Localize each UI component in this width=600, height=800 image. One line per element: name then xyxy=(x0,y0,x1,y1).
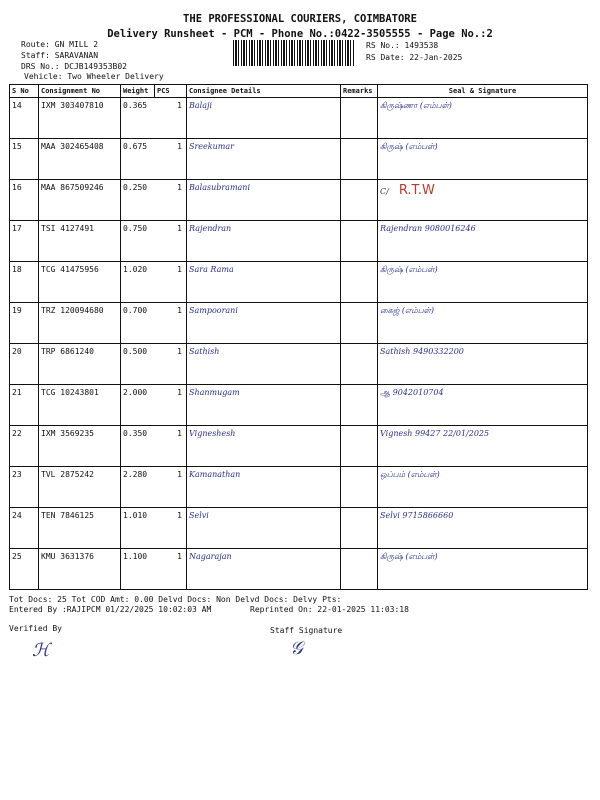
consignee-details: Shanmugam xyxy=(187,385,341,426)
consignment-number: TSI 4127491 xyxy=(39,221,121,262)
weight-cell xyxy=(121,344,187,385)
pieces: 1 xyxy=(177,552,182,561)
column-header: Consignee Details xyxy=(187,85,341,98)
consignee-details: Kamanathan xyxy=(187,467,341,508)
seal-signature xyxy=(378,426,588,467)
reprinted-on: Reprinted On: 22-01-2025 11:03:18 xyxy=(250,605,409,614)
column-header: Consignment No xyxy=(39,85,121,98)
consignee-details: Sathish xyxy=(187,344,341,385)
pieces: 1 xyxy=(177,183,182,192)
seal-signature xyxy=(378,385,588,426)
barcode xyxy=(233,40,355,66)
staff: Staff: SARAVANAN xyxy=(21,51,99,60)
remark-stamp: R.T.W xyxy=(398,183,435,198)
table-row xyxy=(10,385,588,426)
remarks xyxy=(341,139,378,180)
pieces: 1 xyxy=(177,306,182,315)
entered-by: Entered By :RAJIPCM 01/22/2025 10:02:03 AM xyxy=(9,605,212,614)
weight-cell xyxy=(121,139,187,180)
serial-number: 14 xyxy=(10,98,39,139)
consignee-details: Rajendran xyxy=(187,221,341,262)
table-row xyxy=(10,139,588,180)
weight: 2.280 xyxy=(123,470,148,479)
consignee-details: Sara Rama xyxy=(187,262,341,303)
weight-cell xyxy=(121,385,187,426)
pieces: 1 xyxy=(177,347,182,356)
column-header: S No xyxy=(10,85,39,98)
weight-cell xyxy=(121,467,187,508)
signature-text: ஆ 9042010704 xyxy=(380,388,444,397)
table-row xyxy=(10,262,588,303)
weight: 0.700 xyxy=(123,306,148,315)
weight-cell xyxy=(121,98,187,139)
table-row xyxy=(10,98,588,139)
consignment-number: KMU 3631376 xyxy=(39,549,121,590)
weight: 0.350 xyxy=(123,429,148,438)
column-header: Weight xyxy=(121,85,155,98)
column-header: Remarks xyxy=(341,85,378,98)
consignee-details: Balaji xyxy=(187,98,341,139)
pieces: 1 xyxy=(177,429,182,438)
serial-number: 25 xyxy=(10,549,39,590)
remarks xyxy=(341,344,378,385)
weight-cell xyxy=(121,221,187,262)
consignment-number: MAA 302465408 xyxy=(39,139,121,180)
route: Route: GN MILL 2 xyxy=(21,40,99,49)
weight-cell xyxy=(121,180,187,221)
weight-cell xyxy=(121,426,187,467)
table-row xyxy=(10,344,588,385)
consignment-number: TCG 41475956 xyxy=(39,262,121,303)
weight: 1.100 xyxy=(123,552,148,561)
remarks xyxy=(341,98,378,139)
consignment-number: IXM 3569235 xyxy=(39,426,121,467)
table-row xyxy=(10,221,588,262)
signature-text: ஒப்பம் (எம்பள்) xyxy=(380,470,440,479)
table-row xyxy=(10,303,588,344)
column-header: Seal & Signature xyxy=(378,85,588,98)
signature-text: கிருஷ் (எம்பள்) xyxy=(380,142,438,151)
weight: 0.675 xyxy=(123,142,148,151)
pieces: 1 xyxy=(177,224,182,233)
consignment-number: TCG 10243801 xyxy=(39,385,121,426)
verifier-signature: ℋ xyxy=(32,640,50,661)
consignee-details: Sreekumar xyxy=(187,139,341,180)
pieces: 1 xyxy=(177,388,182,397)
weight: 0.250 xyxy=(123,183,148,192)
signature-text: கிருஷ் (எம்பள்) xyxy=(380,265,438,274)
remarks xyxy=(341,262,378,303)
seal-signature xyxy=(378,303,588,344)
consignee-details: Selvi xyxy=(187,508,341,549)
remarks xyxy=(341,180,378,221)
table-row xyxy=(10,508,588,549)
serial-number: 23 xyxy=(10,467,39,508)
consignee-details: Balasubramani xyxy=(187,180,341,221)
serial-number: 19 xyxy=(10,303,39,344)
serial-number: 16 xyxy=(10,180,39,221)
table-row xyxy=(10,426,588,467)
seal-signature xyxy=(378,180,588,221)
weight-cell xyxy=(121,549,187,590)
remarks xyxy=(341,549,378,590)
signature-text: கிருஷ் (எம்பள்) xyxy=(380,552,438,561)
weight-cell xyxy=(121,303,187,344)
weight: 0.365 xyxy=(123,101,148,110)
vehicle: Vehicle: Two Wheeler Delivery xyxy=(24,72,164,81)
serial-number: 24 xyxy=(10,508,39,549)
weight: 1.020 xyxy=(123,265,148,274)
runsheet-subtitle: Delivery Runsheet - PCM - Phone No.:0422-3505555 - Page No.:2 xyxy=(107,28,493,40)
consignment-number: MAA 867509246 xyxy=(39,180,121,221)
signature-text: Rajendran 9080016246 xyxy=(380,224,476,233)
weight-cell xyxy=(121,508,187,549)
signature-text: கிருஷ்ணா (எம்பள்) xyxy=(380,101,452,110)
signature-text: C/ xyxy=(380,187,389,196)
serial-number: 21 xyxy=(10,385,39,426)
table-row xyxy=(10,467,588,508)
rs-no: RS No.: 1493538 xyxy=(366,41,439,50)
pieces: 1 xyxy=(177,511,182,520)
table-row xyxy=(10,549,588,590)
consignee-details: Nagarajan xyxy=(187,549,341,590)
table-row xyxy=(10,180,588,221)
remarks xyxy=(341,385,378,426)
weight-cell xyxy=(121,262,187,303)
totals-line: Tot Docs: 25 Tot COD Amt: 0.00 Delvd Docs: Non Delvd Docs: Delvy Pts: xyxy=(9,595,342,604)
seal-signature xyxy=(378,98,588,139)
consignment-number: TRP 6861240 xyxy=(39,344,121,385)
seal-signature xyxy=(378,262,588,303)
remarks xyxy=(341,426,378,467)
remarks xyxy=(341,303,378,344)
serial-number: 15 xyxy=(10,139,39,180)
pieces: 1 xyxy=(177,265,182,274)
remarks xyxy=(341,221,378,262)
weight: 0.750 xyxy=(123,224,148,233)
weight: 0.500 xyxy=(123,347,148,356)
seal-signature xyxy=(378,139,588,180)
pieces: 1 xyxy=(177,101,182,110)
seal-signature xyxy=(378,549,588,590)
consignment-number: TEN 7846125 xyxy=(39,508,121,549)
signature-text: கைஜ் (எம்பள்) xyxy=(380,306,434,315)
staff-signature: 𝒢 xyxy=(290,638,303,659)
seal-signature xyxy=(378,508,588,549)
signature-text: Selvi 9715866660 xyxy=(380,511,454,520)
consignment-number: IXM 303407810 xyxy=(39,98,121,139)
pieces: 1 xyxy=(177,142,182,151)
weight: 1.010 xyxy=(123,511,148,520)
seal-signature xyxy=(378,467,588,508)
serial-number: 20 xyxy=(10,344,39,385)
remarks xyxy=(341,467,378,508)
signature-text: Vignesh 99427 22/01/2025 xyxy=(380,429,490,438)
column-header: PCS xyxy=(155,85,187,98)
staff-signature-label: Staff Signature xyxy=(270,626,343,635)
table-header-row xyxy=(10,85,588,98)
rs-date: RS Date: 22-Jan-2025 xyxy=(366,53,463,62)
drs-no: DRS No.: DCJB149353B02 xyxy=(21,62,127,71)
weight: 2.000 xyxy=(123,388,148,397)
consignee-details: Vigneshesh xyxy=(187,426,341,467)
seal-signature xyxy=(378,344,588,385)
consignee-details: Sampoorani xyxy=(187,303,341,344)
runsheet-table xyxy=(9,84,588,590)
verified-by-label: Verified By xyxy=(9,624,62,633)
serial-number: 18 xyxy=(10,262,39,303)
consignment-number: TVL 2875242 xyxy=(39,467,121,508)
pieces: 1 xyxy=(177,470,182,479)
serial-number: 17 xyxy=(10,221,39,262)
company-title: THE PROFESSIONAL COURIERS, COIMBATORE xyxy=(183,13,417,25)
remarks xyxy=(341,508,378,549)
signature-text: Sathish 9490332200 xyxy=(380,347,464,356)
seal-signature xyxy=(378,221,588,262)
consignment-number: TRZ 120094680 xyxy=(39,303,121,344)
serial-number: 22 xyxy=(10,426,39,467)
